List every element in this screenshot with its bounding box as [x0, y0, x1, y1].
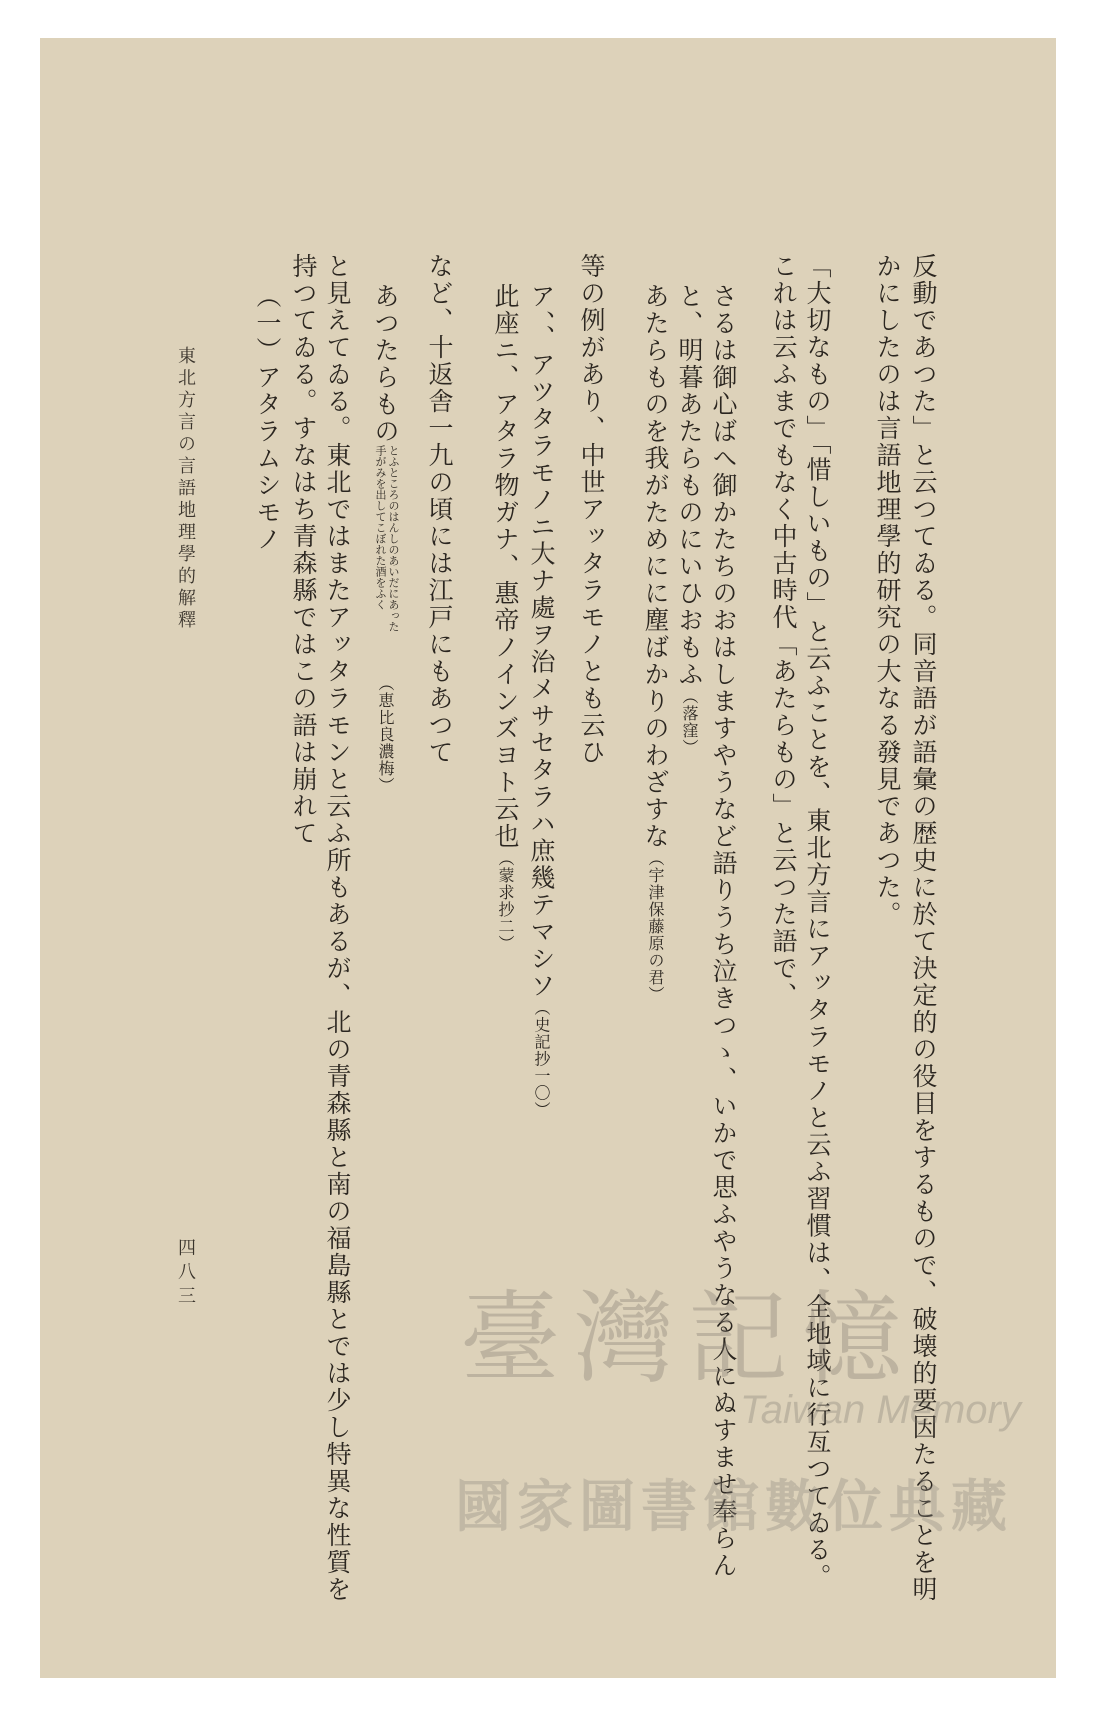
source-citation: （宇津保藤原の君） [646, 850, 665, 1003]
watermark-english: Taiwan Memory [740, 1388, 1021, 1432]
watermark-title: 臺灣記憶 [460, 1280, 916, 1397]
column-text: と見えてゐる。東北ではまたアッタラモンと云ふ所もあるが、北の青森縣と南の福島縣とでは少し特異な性質を [323, 253, 352, 1603]
text-column-5 [576, 253, 606, 766]
text-column-8 [288, 253, 318, 847]
quote-column-5 [490, 283, 520, 952]
column-text: と、明暮あたらものにいひおもふ [675, 283, 704, 688]
column-text: 等の例があり、中世アッタラモノとも云ひ [577, 253, 606, 766]
column-text: 持つてゐる。すなはち青森縣ではこの語は崩れて [289, 253, 318, 847]
source-citation: （蒙求抄二） [496, 850, 515, 952]
annotation-line-1: とふところのはんしのあいだにあった [387, 445, 400, 632]
quote-column-6 [370, 283, 400, 794]
source-citation: （史記抄一〇） [532, 999, 551, 1119]
text-column-4 [768, 253, 798, 1009]
quote-column-2 [674, 283, 704, 756]
column-text: あたらものを我がためにに塵ばかりのわざすな [641, 283, 670, 850]
annotation-line-2: 手がみを出してこぼれた酒をふく [374, 445, 387, 610]
ruby-annotation [374, 445, 400, 675]
column-text: これは云ふまでもなく中古時代「あたらもの」と云つた語で、 [769, 253, 798, 1009]
column-text: さるは御心ばへ御かたちのおはしますやうなど語りうち泣きつゝ、いかで思ふやうなる人にぬすませ奉らん [709, 283, 738, 1579]
book-page [40, 38, 1056, 1678]
source-citation: （恵比良濃梅） [376, 675, 395, 794]
page-number: 四八三 [175, 1238, 196, 1310]
column-text: （一）アタラムシモノ [253, 283, 282, 553]
column-text: かにしたのは言語地理學的研究の大なる發見であつた。 [873, 253, 902, 928]
column-text: あつたらもの [371, 283, 400, 445]
source-citation: （落窪） [680, 688, 699, 756]
text-column-6 [424, 253, 454, 766]
column-text: など、十返舎一九の頃には江戸にもあつて [425, 253, 454, 766]
quote-column-3 [640, 283, 670, 1003]
list-heading [252, 283, 282, 553]
text-column-2 [872, 253, 902, 928]
column-text: 反動であつた」と云つてゐる。同音語が語彙の歴史に於て決定的の役目をするもので、破壊的要因たることを明 [909, 253, 938, 1603]
running-head: 東北方言の言語地理學的解釋 [175, 346, 196, 632]
text-column-7 [322, 253, 352, 1603]
column-text: 此座ニ、アタラ物ガナ、惠帝ノインズヨト云也 [491, 283, 520, 850]
column-text: 「大切なもの」「惜しいもの」と云ふことを、東北方言にアッタラモノと云ふ習慣は、全地域に行亙つてゐる。 [803, 253, 832, 1591]
quote-column-4 [526, 283, 556, 1119]
watermark-library: 國家圖書館數位典藏 [455, 1475, 1013, 1540]
column-text: ア、、アツタラモノニ大ナ處ヲ治メサセタラハ庶幾テマシソ [527, 283, 556, 1000]
